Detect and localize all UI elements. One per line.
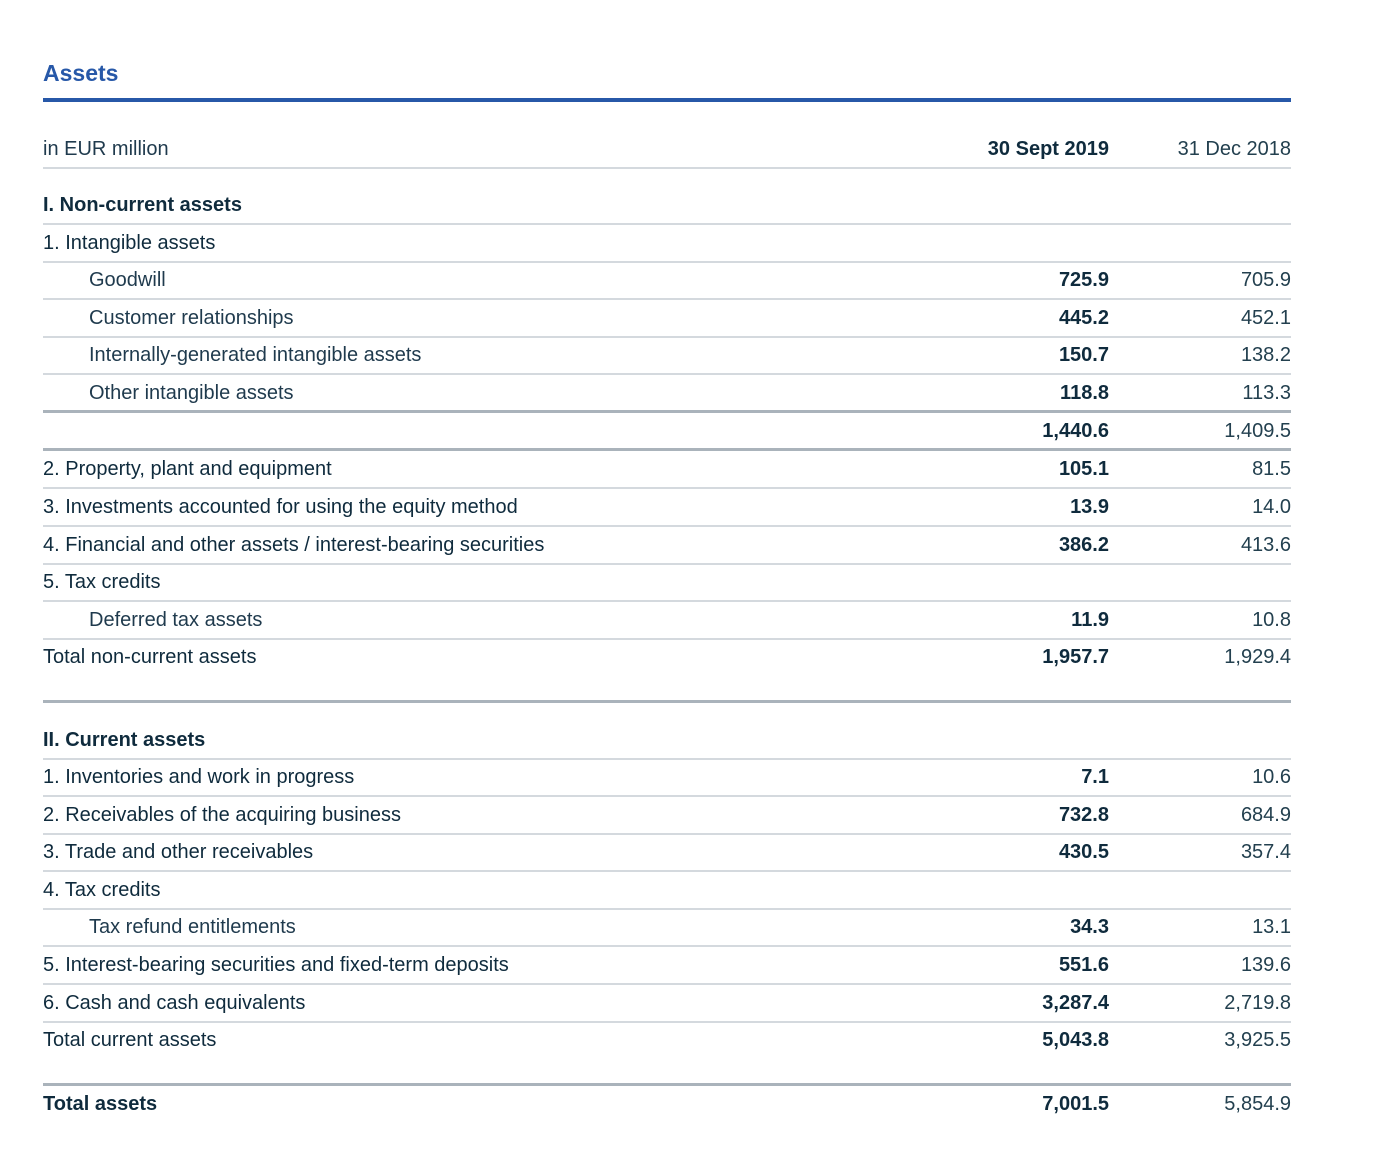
page-title: Assets [43, 60, 119, 86]
value-2018: 13.1 [1252, 916, 1291, 938]
value-2019: 386.2 [1058, 534, 1109, 556]
value-2018: 10.6 [1252, 766, 1291, 788]
value-2018: 1,409.5 [1224, 420, 1291, 442]
table-row [43, 299, 1291, 337]
value-2018: 413.6 [1240, 534, 1291, 556]
table-header [43, 130, 1291, 168]
table-row [43, 758, 1291, 796]
value-2018: 14.0 [1252, 496, 1291, 518]
table-row-total [43, 638, 1291, 676]
row-label: 2. Property, plant and equipment [43, 458, 332, 480]
row-label: Total assets [43, 1093, 158, 1115]
row-label: 1. Inventories and work in progress [43, 766, 355, 788]
row-label: Internally-generated intangible assets [89, 344, 422, 366]
value-2019: 11.9 [1071, 609, 1109, 631]
column-header-2019: 30 Sept 2019 [987, 138, 1109, 160]
value-2019: 34.3 [1070, 916, 1109, 938]
table-row [43, 796, 1291, 834]
table-row-section-heading [43, 721, 1291, 759]
table-row-section-heading [43, 186, 1291, 224]
section-divider [43, 700, 1291, 703]
value-2019: 7.1 [1081, 766, 1109, 788]
table-row-subtotal [43, 412, 1291, 450]
value-2018: 139.6 [1240, 954, 1291, 976]
row-label: 5. Tax credits [43, 571, 161, 593]
row-label: I. Non-current assets [43, 194, 242, 216]
row-label: II. Current assets [43, 729, 206, 751]
table-row [43, 261, 1291, 299]
value-2019: 5,043.8 [1042, 1029, 1109, 1051]
table-row [43, 946, 1291, 984]
table-row-total [43, 1021, 1291, 1059]
value-2019: 3,287.4 [1042, 992, 1109, 1014]
table-row [43, 526, 1291, 564]
table-row [43, 224, 1291, 262]
value-2018: 3,925.5 [1224, 1029, 1291, 1051]
row-label: 6. Cash and cash equivalents [43, 992, 306, 1014]
value-2019: 118.8 [1060, 382, 1109, 404]
value-2019: 551.6 [1058, 954, 1109, 976]
value-2018: 705.9 [1240, 269, 1291, 291]
row-label: Tax refund entitlements [89, 916, 296, 938]
value-2018: 452.1 [1240, 307, 1291, 329]
row-label: Total current assets [43, 1029, 217, 1051]
row-label: 4. Financial and other assets / interest-bearing securities [43, 534, 545, 556]
table-row [43, 871, 1291, 909]
table-row [43, 450, 1291, 488]
table-row [43, 984, 1291, 1022]
value-2019: 430.5 [1058, 841, 1109, 863]
value-2019: 1,440.6 [1042, 420, 1109, 442]
value-2018: 357.4 [1240, 841, 1291, 863]
row-label: 3. Investments accounted for using the equity method [43, 496, 518, 518]
value-2018: 5,854.9 [1224, 1093, 1291, 1115]
table-row-grand-total [43, 1085, 1291, 1123]
value-2018: 138.2 [1240, 344, 1291, 366]
value-2018: 684.9 [1240, 804, 1291, 826]
value-2018: 2,719.8 [1224, 992, 1291, 1014]
value-2019: 150.7 [1058, 344, 1109, 366]
value-2019: 445.2 [1058, 307, 1109, 329]
table-row [43, 374, 1291, 412]
column-header-2018: 31 Dec 2018 [1177, 138, 1291, 160]
value-2019: 1,957.7 [1042, 646, 1109, 668]
value-2019: 725.9 [1058, 269, 1109, 291]
row-label: Other intangible assets [89, 382, 294, 404]
value-2019: 732.8 [1058, 804, 1109, 826]
value-2019: 105.1 [1058, 458, 1109, 480]
value-2018: 113.3 [1242, 382, 1291, 404]
table-row [43, 488, 1291, 526]
row-label: 2. Receivables of the acquiring business [43, 804, 401, 826]
value-2019: 13.9 [1070, 496, 1109, 518]
unit-label: in EUR million [43, 138, 169, 160]
value-2019: 7,001.5 [1042, 1093, 1109, 1115]
row-label: Deferred tax assets [89, 609, 263, 631]
table-row [43, 563, 1291, 601]
table-row [43, 336, 1291, 374]
row-label: Goodwill [89, 269, 166, 291]
table-row [43, 601, 1291, 639]
value-2018: 1,929.4 [1224, 646, 1291, 668]
section-divider [43, 1083, 1291, 1086]
value-2018: 81.5 [1252, 458, 1291, 480]
row-label: Customer relationships [89, 307, 294, 329]
value-2018: 10.8 [1252, 609, 1291, 631]
row-label: 5. Interest-bearing securities and fixed-term deposits [43, 954, 509, 976]
row-label: Total non-current assets [43, 646, 257, 668]
title-rule [43, 98, 1291, 102]
table-row [43, 833, 1291, 871]
row-label: 1. Intangible assets [43, 232, 216, 254]
table-row [43, 908, 1291, 946]
row-label: 4. Tax credits [43, 879, 161, 901]
row-label: 3. Trade and other receivables [43, 841, 314, 863]
